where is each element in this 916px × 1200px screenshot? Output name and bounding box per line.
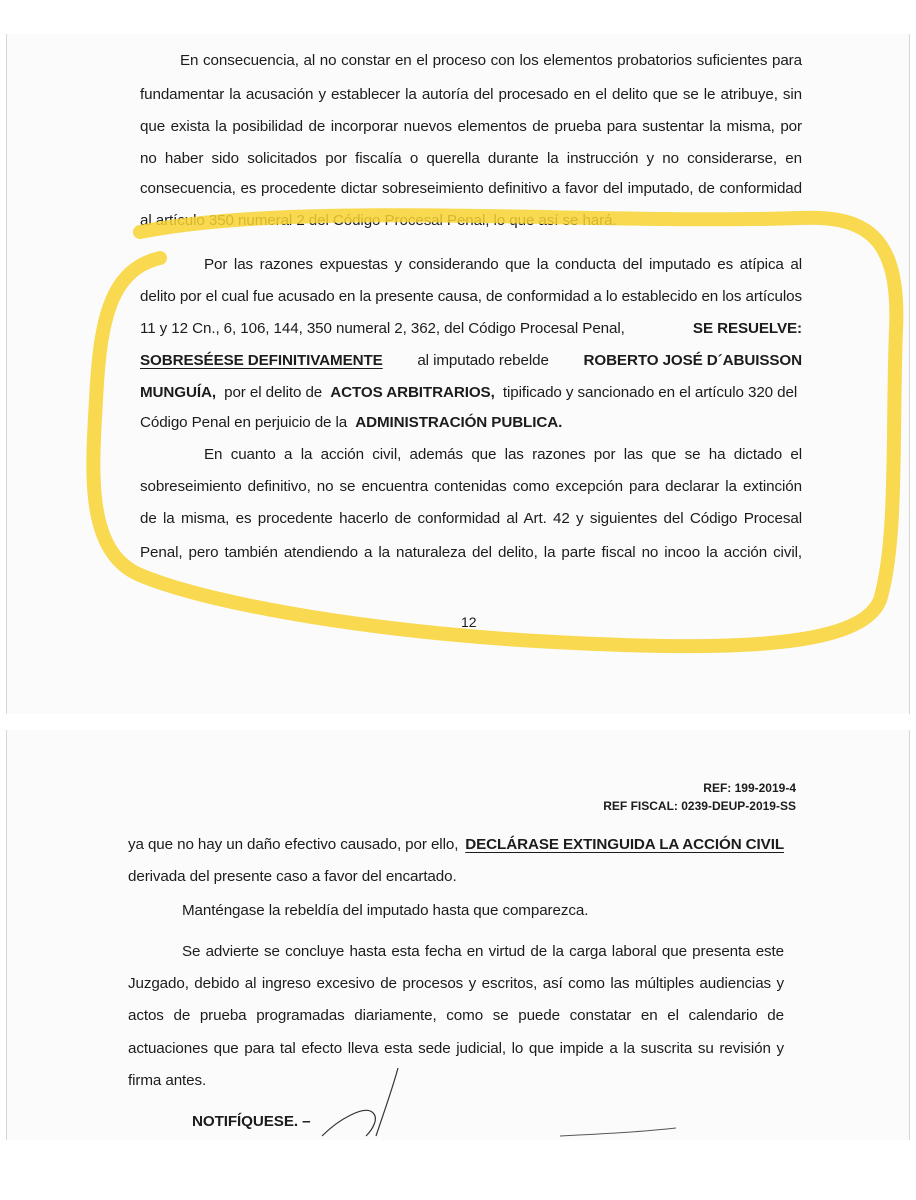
reference-number: REF: 199-2019-4	[703, 781, 796, 795]
notifiquese-text: NOTIFÍQUESE. –	[192, 1113, 311, 1130]
fiscal-reference-number: REF FISCAL: 0239-DEUP-2019-SS	[603, 799, 796, 813]
p1-line-1: En consecuencia, al no constar en el proceso con los elementos probatorios suficientes para	[180, 52, 802, 69]
ya-que-text: ya que no hay un daño efectivo causado, por ello,	[128, 836, 459, 853]
p1-line-5: consecuencia, es procedente dictar sobreseimiento definitivo a favor del imputado, de conformidad	[140, 180, 802, 197]
imputado-text: al imputado rebelde	[417, 352, 549, 369]
administracion-publica-text: ADMINISTRACIÓN PUBLICA.	[355, 414, 563, 431]
p3-line-4: Penal, pero también atendiendo a la naturaleza del delito, la parte fiscal no incoo la acción civil,	[140, 544, 802, 561]
mantengase-line: Manténgase la rebeldía del imputado hasta que comparezca.	[182, 902, 589, 919]
p1-line-3: que exista la posibilidad de incorporar nuevos elementos de prueba para sustentar la misma, por	[140, 118, 802, 135]
se-resuelve-text: SE RESUELVE:	[692, 320, 802, 337]
declarase-text: DECLÁRASE EXTINGUIDA LA ACCIÓN CIVIL	[465, 836, 784, 853]
tipificado-text: tipificado y sancionado en el artículo 320 del	[502, 384, 798, 401]
p2-line-3	[140, 320, 802, 337]
p2-line-3-text: 11 y 12 Cn., 6, 106, 144, 350 numeral 2, 362, del Código Procesal Penal,	[140, 320, 625, 337]
p1-line-2: fundamentar la acusación y establecer la autoría del procesado en el delito que se le atribuye, sin	[140, 86, 802, 103]
p1-line-4: no haber sido solicitados por fiscalía o querella durante la instrucción y no considerarse, en	[140, 150, 802, 167]
advierte-line-2: Juzgado, debido al ingreso excesivo de procesos y escritos, así como las múltiples audiencias y	[128, 975, 784, 992]
derivada-line: derivada del presente caso a favor del encartado.	[128, 868, 457, 885]
delito-text: por el delito de	[224, 384, 323, 401]
advierte-line-4: actuaciones que para tal efecto lleva esta sede judicial, lo que impide a la suscrita su revisión y	[128, 1040, 784, 1057]
p2-line-1: Por las razones expuestas y considerando que la conducta del imputado es atípica al	[204, 256, 802, 273]
document-page-1	[6, 34, 910, 714]
advierte-line-3: actos de prueba programadas diariamente, como se puede constatar en el calendario de	[128, 1007, 784, 1024]
defendant-name-part1: ROBERTO JOSÉ D´ABUISSON	[583, 352, 802, 369]
advierte-line-5: firma antes.	[128, 1072, 207, 1089]
page-number: 12	[461, 614, 477, 630]
page-separator	[0, 714, 916, 730]
p2-line-4	[140, 352, 802, 369]
p3-line-1: En cuanto a la acción civil, además que las razones por las que se ha dictado el	[204, 446, 802, 463]
sobreseese-text: SOBRESÉESE DEFINITIVAMENTE	[140, 352, 383, 369]
advierte-line-1: Se advierte se concluye hasta esta fecha en virtud de la carga laboral que presenta este	[182, 943, 784, 960]
defendant-name-part2: MUNGUÍA,	[140, 384, 216, 401]
p3-line-2: sobreseimiento definitivo, no se encuentra contenidas como excepción para declarar la extinción	[140, 478, 802, 495]
actos-arbitrarios-text: ACTOS ARBITRARIOS,	[330, 384, 495, 401]
p3-line-3: de la misma, es procedente hacerlo de conformidad al Art. 42 y siguientes del Código Procesal	[140, 510, 802, 527]
p2-declarase-line	[128, 836, 784, 853]
p1-line-6: al artículo 350 numeral 2 del Código Procesal Penal, lo que así se hará.	[140, 212, 617, 229]
p2-line-2: delito por el cual fue acusado en la presente causa, de conformidad a lo establecido en los artículos	[140, 288, 802, 305]
p2-line-5	[140, 384, 802, 401]
p2-line-6	[140, 414, 566, 431]
codigo-penal-text: Código Penal en perjuicio de la	[140, 414, 348, 431]
